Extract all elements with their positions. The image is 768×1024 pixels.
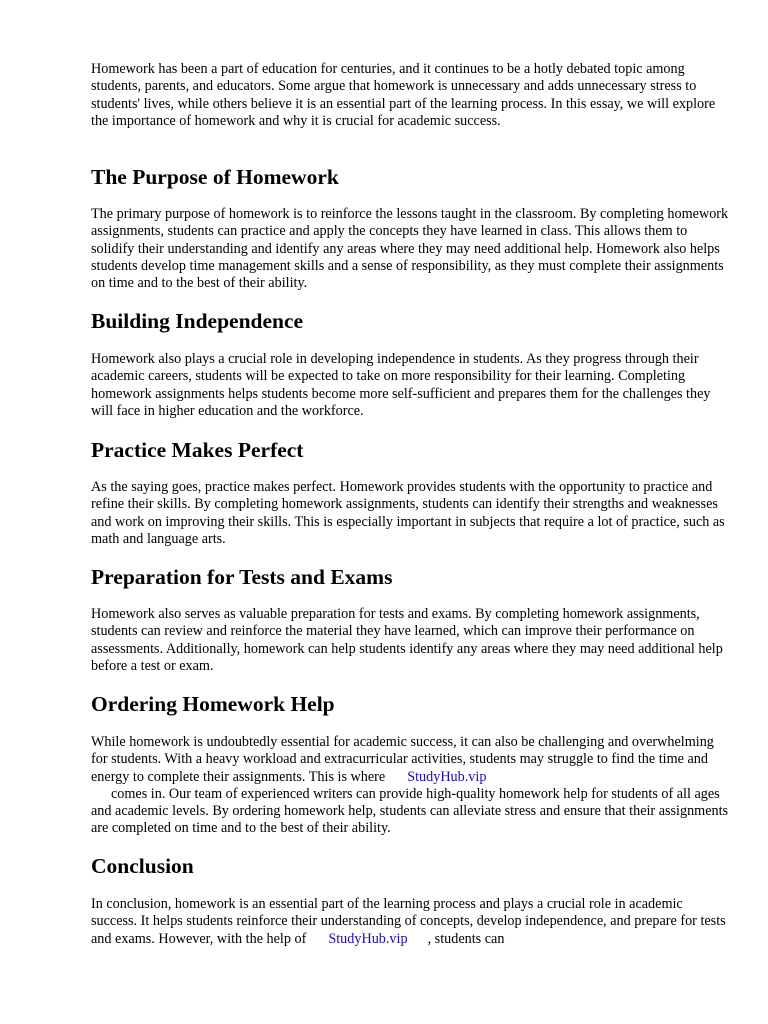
heading-building-independence: Building Independence <box>91 309 304 333</box>
conclusion-text-after-link: , students can <box>427 930 505 947</box>
paragraph-building-independence: Homework also plays a crucial role in developing independence in students. As they progress through their academic careers, students will be expected to take on more responsibility for their learning. Completing homework assignments helps students become more self-sufficient and prepares them for the challenges they will face in higher education and the workforce. <box>91 351 711 419</box>
heading-purpose-of-homework: The Purpose of Homework <box>91 165 339 189</box>
studyhub-link-conclusion[interactable]: StudyHub.vip <box>328 930 408 947</box>
conclusion-text-before-link: In conclusion, homework is an essential part of the learning process and plays a crucial role in academic success. It helps students reinforce their understanding of concepts, develop independence, and prepare for tests and exams. However, with the help of <box>91 896 726 947</box>
paragraph-conclusion <box>91 896 731 948</box>
heading-practice-makes-perfect: Practice Makes Perfect <box>91 438 304 462</box>
ordering-text-after-link: comes in. Our team of experienced writers can provide high-quality homework help for students of all ages and academic levels. By ordering homework help, students can alleviate stress and ensure that their assignments are completed on time and to the best of their ability. <box>91 785 729 837</box>
studyhub-link[interactable]: StudyHub.vip <box>407 768 487 785</box>
heading-ordering-homework-help: Ordering Homework Help <box>91 692 335 716</box>
intro-paragraph: Homework has been a part of education for centuries, and it continues to be a hotly debated topic among students, parents, and educators. Some argue that homework is unnecessary and adds unnecessary stress to students' lives, while others believe it is an essential part of the learning process. In this essay, we will explore the importance of homework and why it is crucial for academic success. <box>91 61 716 129</box>
paragraph-preparation-for-tests: Homework also serves as valuable preparation for tests and exams. By completing homework assignments, students can review and reinforce the material they have learned, which can improve their performance on assessments. Additionally, homework can help students identify any areas where they may need additional help before a test or exam. <box>91 606 723 674</box>
paragraph-practice-makes-perfect: As the saying goes, practice makes perfect. Homework provides students with the opportunity to practice and refine their skills. By completing homework assignments, students can identify their strengths and weaknesses and work on improving their skills. This is especially important in subjects that require a lot of practice, such as math and language arts. <box>91 479 725 547</box>
heading-conclusion: Conclusion <box>91 854 194 878</box>
paragraph-ordering-homework-help <box>91 734 731 838</box>
ordering-text-before-link: While homework is undoubtedly essential for academic success, it can also be challenging and overwhelming for students. With a heavy workload and extracurricular activities, students may struggle to find the time and energy to complete their assignments. This is where <box>91 734 714 785</box>
paragraph-purpose-of-homework: The primary purpose of homework is to reinforce the lessons taught in the classroom. By completing homework assignments, students can practice and apply the concepts they have learned in class. This allows them to solidify their understanding and identify any areas where they may need additional help. Homework also helps students develop time management skills and a sense of responsibility, as they must complete their assignments on time and to the best of their ability. <box>91 206 729 292</box>
heading-preparation-for-tests: Preparation for Tests and Exams <box>91 565 393 589</box>
